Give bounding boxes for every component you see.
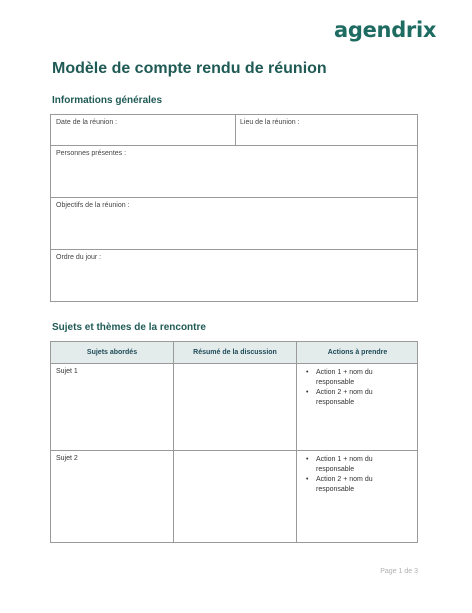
- page-title: Modèle de compte rendu de réunion: [52, 60, 327, 77]
- header-actions: Actions à prendre: [327, 349, 388, 356]
- header-summary: Résumé de la discussion: [193, 349, 277, 356]
- topics-table: [50, 341, 418, 543]
- subject-cell: [51, 364, 173, 450]
- general-info-form: [50, 114, 418, 302]
- field-label-agenda: Ordre du jour :: [56, 254, 102, 261]
- actions-cell: [296, 451, 418, 543]
- field-label-attendees: Personnes présentes :: [56, 150, 127, 157]
- subject-label: Sujet 2: [56, 455, 78, 462]
- summary-cell: [173, 364, 296, 450]
- header-subjects: Sujets abordés: [86, 349, 138, 356]
- subject-label: Sujet 1: [56, 368, 78, 375]
- table-row: [51, 364, 417, 451]
- action-list: [306, 455, 412, 495]
- table-header-cell: [51, 342, 173, 363]
- table-row: [51, 451, 417, 543]
- section-title-general: Informations générales: [52, 95, 163, 106]
- actions-cell: [296, 364, 418, 450]
- action-list: [306, 368, 412, 408]
- field-label-location: Lieu de la réunion :: [240, 119, 300, 126]
- table-header-row: [51, 342, 417, 364]
- action-item: • Action 2 + nom du responsable: [306, 475, 412, 495]
- action-item: • Action 2 + nom du responsable: [306, 388, 412, 408]
- agendrix-logo: agendrix: [334, 18, 437, 42]
- field-label-date: Date de la réunion :: [56, 119, 118, 126]
- table-header-cell: [173, 342, 296, 363]
- section-title-topics: Sujets et thèmes de la rencontre: [52, 322, 206, 333]
- cell-divider: [235, 115, 236, 145]
- action-item: • Action 1 + nom du responsable: [306, 368, 412, 388]
- info-row-agenda: [51, 250, 417, 302]
- info-row-attendees: [51, 146, 417, 198]
- subject-cell: [51, 451, 173, 543]
- summary-cell: [173, 451, 296, 543]
- info-row-objectives: [51, 198, 417, 250]
- info-row-date-location: [51, 115, 417, 146]
- page-number: Page 1 de 3: [380, 568, 418, 575]
- table-header-cell: [296, 342, 418, 363]
- action-item: • Action 1 + nom du responsable: [306, 455, 412, 475]
- field-label-objectives: Objectifs de la réunion :: [56, 202, 130, 209]
